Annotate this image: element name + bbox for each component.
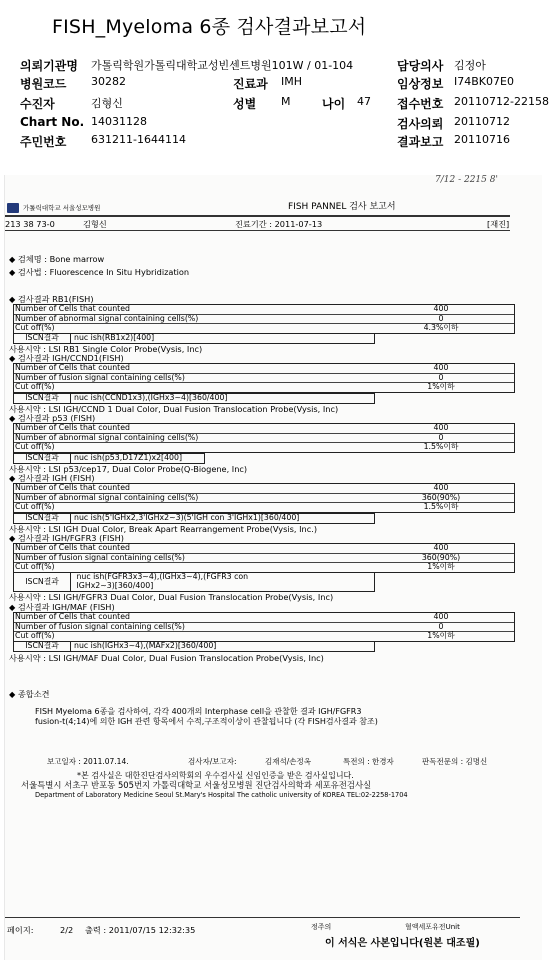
clinical-value: I74BK07E0 bbox=[454, 75, 514, 88]
result-table bbox=[13, 483, 515, 513]
receipt-value: 20110712-22158 bbox=[454, 95, 549, 108]
result-table bbox=[13, 363, 515, 393]
handwritten-note: 7/12 - 2215 8' bbox=[435, 175, 498, 185]
hospital-code-label: 병원코드 bbox=[20, 77, 67, 91]
footer-doc: 정주의 bbox=[311, 923, 332, 931]
patient-id: 213 38 73-0 bbox=[5, 219, 55, 229]
report-title: FISH PANNEL 검사 보고서 bbox=[288, 202, 396, 212]
table-row: Number of fusion signal containing cells(%) 360(90%) bbox=[14, 554, 514, 564]
method: ◆ 검사법 : Fluorescence In Situ Hybridization bbox=[9, 267, 190, 277]
section-heading: ◆ 검사결과 IGH/MAF (FISH) bbox=[9, 602, 115, 612]
section-heading: ◆ 검사결과 RB1(FISH) bbox=[9, 294, 94, 304]
table-row: Number of abnormal signal containing cells(%) 0 bbox=[14, 434, 514, 444]
document-title: FISH_Myeloma 6종 검사결과보고서 bbox=[52, 16, 367, 38]
examiner-names: 김재석/손정옥 bbox=[265, 757, 311, 766]
receipt-label: 접수번호 bbox=[397, 97, 444, 111]
hospital-name: 가톨릭대학교 서울성모병원 bbox=[23, 204, 101, 212]
org-value: 가톨릭학원가톨릭대학교성빈센트병원101W / 01-104 bbox=[91, 59, 354, 72]
sex-value: M bbox=[281, 95, 291, 108]
section-heading: ◆ 검사결과 IGH (FISH) bbox=[9, 473, 95, 483]
doctor-label: 담당의사 bbox=[397, 59, 444, 73]
specimen: ◆ 검체명 : Bone marrow bbox=[9, 254, 105, 264]
lab-address-ko: 서울특별시 서초구 반포동 505번지 가톨릭대학교 서울성모병원 진단검사의학과 세포유전검사실 bbox=[21, 780, 372, 790]
summary-line-1: FISH Myeloma 6종을 검사하여, 각각 400개의 Interphase cell을 관찰한 결과 IGH/FGFR3 bbox=[35, 707, 362, 716]
table-row: Cut off(%) 4.3%이하 bbox=[15, 323, 459, 333]
reagent: 사용시약 : LSI p53/cep17, Dual Color Probe(Q-Biogene, Inc) bbox=[9, 464, 248, 474]
age-value: 47 bbox=[357, 95, 371, 108]
iscn-result: ISCN결과 nuc ish(FGFR3x3~4),(IGHx3~4),(FGFR3 con IGHx2~3)[360/400] bbox=[13, 572, 375, 592]
result-table bbox=[13, 543, 515, 573]
hospital-logo-icon bbox=[7, 203, 19, 213]
report-date-value: 20110716 bbox=[454, 133, 510, 146]
table-row: Number of Cells that counted 400 bbox=[14, 424, 514, 434]
reagent: 사용시약 : LSI RB1 Single Color Probe(Vysis, Inc) bbox=[9, 344, 203, 354]
table-row: Number of abnormal signal containing cells(%) 360(90%) bbox=[14, 494, 514, 504]
result-table bbox=[13, 423, 515, 453]
lab-address-en: Department of Laboratory Medicine Seoul St.Mary's Hospital The catholic university of KOREA TEL:02-2258-1704 bbox=[35, 791, 408, 799]
doctor-value: 김정아 bbox=[454, 59, 486, 72]
sex-label: 성별 bbox=[233, 97, 257, 111]
table-row: Number of fusion signal containing cells(%) 0 bbox=[14, 374, 514, 384]
table-row: Number of Cells that counted 400 bbox=[14, 484, 514, 494]
patient-value: 김형신 bbox=[91, 97, 123, 110]
chart-label: Chart No. bbox=[20, 115, 85, 129]
summary-heading: ◆ 종합소견 bbox=[9, 689, 50, 699]
iscn-result: ISCN결과 nuc ish(p53,D17Z1)x2[400] bbox=[13, 453, 205, 464]
age-label: 나이 bbox=[322, 97, 346, 111]
footer-print-time: 출력 : 2011/07/15 12:32:35 bbox=[85, 925, 196, 935]
hospital-code-value: 30282 bbox=[91, 75, 126, 88]
reissue-tag: [재진] bbox=[487, 219, 510, 229]
chart-value: 14031128 bbox=[91, 115, 147, 128]
reader: 판독전문의 : 김명신 bbox=[422, 757, 488, 766]
clinical-label: 임상정보 bbox=[397, 77, 444, 91]
iscn-result: ISCN결과 nuc ish(5'IGHx2,3'IGHx2~3)(5'IGH con 3'IGHx1)[360/400] bbox=[13, 513, 375, 524]
footer-page-label: 페이지: bbox=[7, 925, 34, 935]
specialist: 특전의 : 한경자 bbox=[343, 757, 394, 766]
request-label: 검사의뢰 bbox=[397, 117, 444, 131]
iscn-result: ISCN결과 nuc ish(RB1x2)[400] bbox=[13, 333, 375, 344]
dept-value: IMH bbox=[281, 75, 303, 88]
rrn-value: 631211-1644114 bbox=[91, 133, 186, 146]
table-row: Number of Cells that counted 400 bbox=[14, 613, 514, 623]
result-table bbox=[13, 304, 515, 334]
reagent: 사용시약 : LSI IGH/FGFR3 Dual Color, Dual Fusion Translocation Probe(Vysis, Inc) bbox=[9, 592, 334, 602]
summary-line-2: fusion-t(4;14)에 의한 IGH 관련 항목에서 수적,구조적이상이 관찰됩니다 (각 FISH검사결과 참조) bbox=[35, 717, 378, 726]
section-heading: ◆ 검사결과 IGH/FGFR3 (FISH) bbox=[9, 533, 124, 543]
patient-label: 수진자 bbox=[20, 97, 55, 111]
section-heading: ◆ 검사결과 IGH/CCND1(FISH) bbox=[9, 353, 124, 363]
table-row: Number of Cells that counted 400 bbox=[14, 305, 514, 315]
table-row: Cut off(%) 1%이하 bbox=[15, 562, 455, 572]
rrn-label: 주민번호 bbox=[20, 135, 67, 149]
table-row: Number of Cells that counted 400 bbox=[14, 364, 514, 374]
org-label: 의뢰기관명 bbox=[20, 59, 78, 73]
report-date-label: 결과보고 bbox=[397, 135, 444, 149]
result-table bbox=[13, 612, 515, 642]
request-value: 20110712 bbox=[454, 115, 510, 128]
reagent: 사용시약 : LSI IGH/CCND 1 Dual Color, Dual Fusion Translocation Probe(Vysis, Inc) bbox=[9, 404, 339, 414]
reagent: 사용시약 : LSI IGH/MAF Dual Color, Dual Fusion Translocation Probe(Vysis, Inc) bbox=[9, 653, 324, 663]
iscn-result: ISCN결과 nuc ish(IGHx3~4),(MAFx2)[360/400] bbox=[13, 641, 375, 652]
report-date: 보고일자 : 2011.07.14. bbox=[47, 757, 129, 766]
certification-note: *본 검사실은 대한진단검사의학회의 우수검사실 신임인증을 받은 검사실입니다. bbox=[77, 771, 354, 780]
dept-label: 진료과 bbox=[233, 77, 268, 91]
table-row: Cut off(%) 1%이하 bbox=[15, 382, 455, 392]
reagent: 사용시약 : LSI IGH Dual Color, Break Apart Rearrangement Probe(Vysis, Inc.) bbox=[9, 524, 318, 534]
table-row: Number of Cells that counted 400 bbox=[14, 544, 514, 554]
examiner-label: 검사자/보고자: bbox=[188, 757, 237, 766]
scanned-report bbox=[4, 175, 542, 960]
footer-unit: 혈액세포유전Unit bbox=[405, 923, 460, 931]
visit-period: 진료기간 : 2011-07-13 bbox=[235, 219, 323, 229]
footer-page: 2/2 bbox=[60, 925, 74, 935]
table-row: Number of abnormal signal containing cells(%) 0 bbox=[14, 315, 514, 325]
table-row: Cut off(%) 1.5%이하 bbox=[15, 442, 459, 452]
copy-stamp: 이 서식은 사본입니다(원본 대조필) bbox=[325, 938, 480, 949]
table-row: Number of fusion signal containing cells(%) 0 bbox=[14, 623, 514, 633]
patient-name: 김형신 bbox=[83, 219, 107, 229]
iscn-result: ISCN결과 nuc ish(CCND1x3),(IGHx3~4)[360/400] bbox=[13, 393, 375, 404]
table-row: Cut off(%) 1.5%이하 bbox=[15, 502, 459, 512]
table-row: Cut off(%) 1%이하 bbox=[15, 631, 455, 641]
section-heading: ◆ 검사결과 p53 (FISH) bbox=[9, 413, 96, 423]
